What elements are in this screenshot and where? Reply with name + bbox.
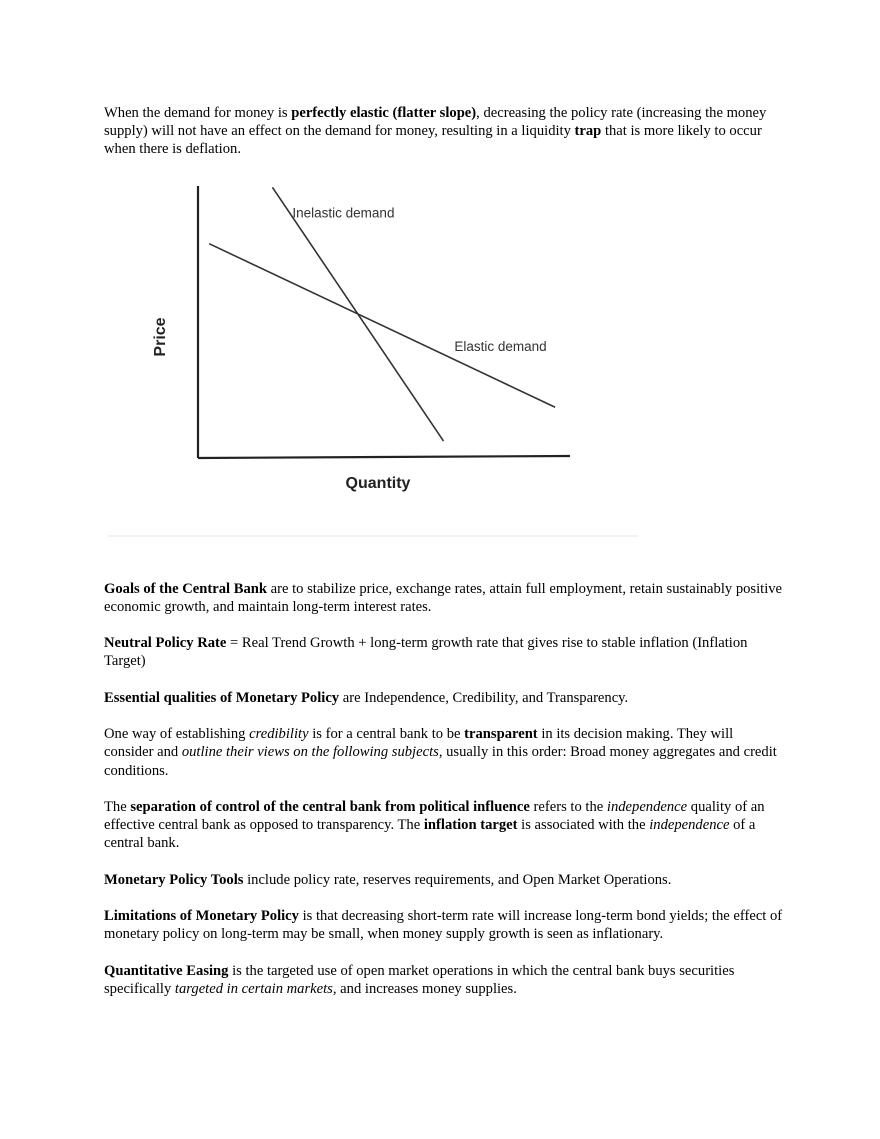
credibility-paragraph: One way of establishing credibility is for a central bank to be transparent in its decision making. They will consider and outline their views on the following subjects, usually in this order: Broad money aggregates and credit conditions. bbox=[104, 726, 777, 779]
limitations-paragraph: Limitations of Monetary Policy is that decreasing short-term rate will increase long-term bond yields; the effect of monetary policy on long-term may be small, when money supply growth is seen as inflationary. bbox=[104, 908, 783, 943]
y-axis-label: Price bbox=[152, 317, 169, 357]
tools-paragraph: Monetary Policy Tools include policy rate, reserves requirements, and Open Market Operations. bbox=[104, 871, 672, 888]
elastic-demand-label: Elastic demand bbox=[454, 338, 547, 354]
separation-paragraph: The separation of control of the central bank from political influence refers to the independence quality of an effective central bank as opposed to transparency. The inflation target is associated with the independence of a central bank. bbox=[104, 798, 765, 852]
demand-elasticity-chart bbox=[108, 186, 638, 538]
demand-elasticity-figure bbox=[108, 186, 638, 538]
quantitative-easing-paragraph: Quantitative Easing is the targeted use of open market operations in which the central bank buys securities specifically targeted in certain markets, and increases money supplies. bbox=[104, 962, 735, 997]
goals-paragraph: Goals of the Central Bank are to stabilize price, exchange rates, attain full employment, retain sustainably positive economic growth, and maintain long-term interest rates. bbox=[104, 580, 783, 615]
intro-paragraph: When the demand for money is perfectly elastic (flatter slope), decreasing the policy rate (increasing the money supply) will not have an effect on the demand for money, resulting in a liquidity trap that is more likely to occur when there is deflation. bbox=[104, 105, 767, 158]
essential-qualities-paragraph: Essential qualities of Monetary Policy are Independence, Credibility, and Transparency. bbox=[104, 689, 629, 706]
document-page bbox=[104, 104, 784, 998]
x-axis-label: Quantity bbox=[345, 474, 411, 492]
neutral-rate-paragraph: Neutral Policy Rate = Real Trend Growth + long-term growth rate that gives rise to stable inflation (Inflation Target) bbox=[104, 635, 748, 670]
inelastic-demand-label: Inelastic demand bbox=[292, 204, 395, 220]
